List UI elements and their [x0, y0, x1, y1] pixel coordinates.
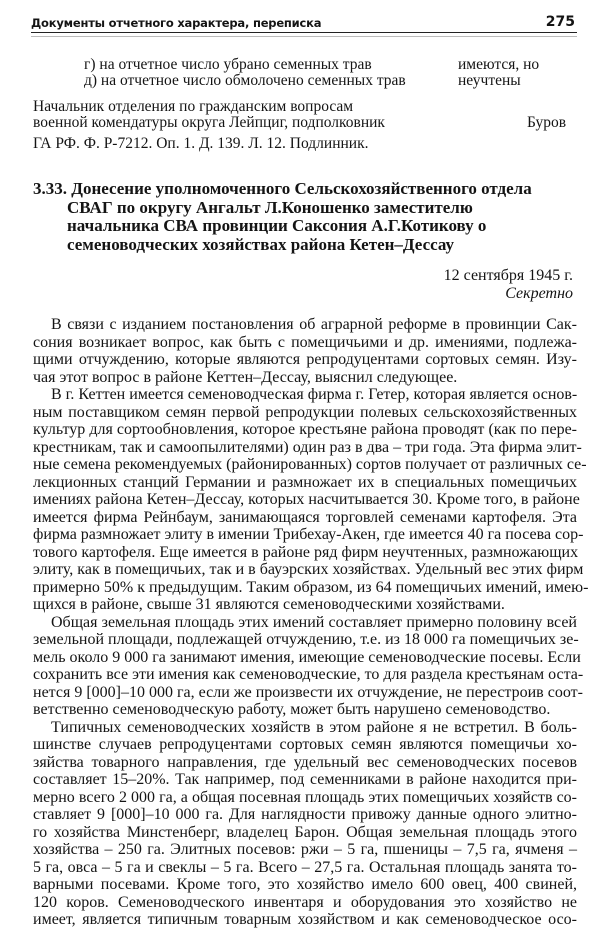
text-line: В г. Кеттен имеется семеноводческая фирма г. Гетер, которая является основ-	[51, 386, 578, 403]
text-line: имеет, является типичным товарным хозяйством и как семеноводческое осо-	[33, 911, 577, 928]
text-line: го хозяйства Минстенберг, владелец Барон. Общая земельная площадь этого	[33, 823, 577, 841]
text-line: фирма размножает элиту в имении Трибехау-Акен, где имеется 40 га посева сор-	[33, 526, 584, 543]
heading-line: 3.33. Донесение уполномоченного Сельскохозяйственного отдела	[33, 179, 532, 198]
signer-title: военной комендатуры округа Лейпциг, подполковник	[33, 114, 385, 131]
text-line: составляет 15–20%. Так например, под семенниками в районе находится при-	[33, 771, 577, 788]
text-line: крестникам, так и самоопылителями) один раз в два – три года. Эта фирма элит-	[33, 438, 582, 456]
paragraph	[33, 613, 584, 719]
text-line: сония возникает вопрос, как быть с помещичьими и др. имениями, подлежа-	[33, 333, 577, 351]
header-divider	[31, 36, 577, 37]
text-line: зяйства товарного направления, где удельный вес семеноводческих посевов	[33, 753, 577, 771]
note-line: неучтены	[458, 72, 521, 89]
paragraph	[33, 316, 577, 386]
page-number: 275	[545, 14, 575, 30]
document-date: 12 сентября 1945 г.	[443, 267, 573, 284]
document-heading	[33, 180, 553, 254]
signer-name: Буров	[527, 114, 567, 131]
heading-line: семеноводческих хозяйствах района Кетен–Дессау	[67, 234, 454, 254]
list-item-g: г) на отчетное число убрано семенных трав	[84, 56, 372, 73]
text-line: тового картофеля. Еще имеется в районе ряд фирм неучтенных, размножающих	[33, 543, 579, 561]
text-line: Общая земельная площадь этих имений составляет примерно половину всей	[51, 613, 577, 631]
paragraph	[33, 719, 577, 929]
text-line: Типичных семеноводческих хозяйств в этом районе я не встретил. В боль-	[51, 718, 577, 736]
text-line: 120 коров. Семеноводческого инвентаря и оборудования это хозяйство не	[33, 893, 577, 911]
text-line: примерно 50% к предыдущим. Таким образом, из 64 помещичьих имений, имею-	[33, 578, 589, 596]
heading-line: начальника СВА провинции Саксония А.Г.Котикову о	[67, 216, 487, 235]
text-line: варными посевами. Кроме того, это хозяйство имело 600 овец, 400 свиней,	[33, 876, 577, 893]
text-line: земельной площади, подлежащей отчуждению, т.е. из 18 000 га помещичьих зе-	[33, 631, 579, 648]
text-line: лекционных станций Германии и размножает их в специальных помещичьих	[33, 473, 577, 491]
text-line: мель около 9 000 га занимают имения, имеющие семеноводческие посевы. Если	[33, 648, 581, 666]
text-line: щими отчуждению, которые являются репродуцентами сортовых семян. Изу-	[33, 351, 577, 368]
text-line: чая этот вопрос в районе Кеттен–Дессау, выяснил следующее.	[33, 368, 458, 386]
paragraph	[33, 386, 589, 614]
text-line: щихся в районе, свыше 31 являются семеноводческими хозяйствами.	[33, 596, 505, 613]
list-item-d: д) на отчетное число обмолочено семенных трав	[84, 72, 406, 89]
archive-reference: ГА РФ. Ф. Р-7212. Оп. 1. Д. 139. Л. 12. Подлинник.	[33, 135, 369, 152]
text-line: ные семена рекомендуемых (районированных) сортов получает от различных се-	[33, 456, 587, 473]
signer-title: Начальник отделения по гражданским вопросам	[33, 98, 354, 115]
text-line: сохранить все эти имения как семеноводческие, то для раздела крестьянам оста-	[33, 666, 584, 683]
text-line: В связи с изданием постановления об аграрной реформе в провинции Сак-	[51, 316, 577, 333]
running-head	[31, 14, 577, 33]
running-title: Документы отчетного характера, переписка	[31, 16, 322, 30]
text-line: элиту, как в помещичьих, так и в бауэрских хозяйствах. Удельный вес этих фирм	[33, 561, 584, 578]
text-line: мерно всего 2 000 га, а общая посевная площадь этих помещичьих хозяйств со-	[33, 788, 577, 806]
text-line: ставляет 9 [000]–10 000 га. Для наглядности привожу данные одного элитно-	[33, 806, 577, 823]
heading-line: СВАГ по округу Ангальт Л.Коношенко заместителю	[67, 197, 473, 217]
text-line: имеется фирма Рейнбаум, занимающаяся торговлей семенами картофеля. Эта	[33, 508, 577, 526]
text-line: имениях района Кетен–Дессау, которых насчитывается 30. Кроме того, в районе	[33, 491, 580, 508]
text-line: 5 га, овса – 5 га и свеклы – 5 га. Всего – 27,5 га. Остальная площадь занята то-	[33, 858, 577, 876]
text-line: шинстве случаев репродуцентами сортовых семян являются помещичьи хо-	[33, 736, 577, 753]
text-line: нется 9 [000]–10 000 га, если же произвести их отчуждение, не перестроив соот-	[33, 683, 583, 701]
document-body	[33, 316, 589, 929]
text-line: хозяйства – 250 га. Элитных посевов: ржи – 5 га, пшеницы – 7,5 га, ячменя –	[33, 841, 577, 858]
text-line: ным поставщиком семян первой репродукции полевых сельскохозяйственных	[33, 403, 577, 421]
note-line: имеются, но	[458, 56, 540, 73]
classification-label: Секретно	[505, 285, 573, 302]
text-line: культур для сортообновления, которое крестьяне района проводят (как по пере-	[33, 421, 577, 438]
text-line: ветственно семеноводческую работу, может быть нарушено семеноводство.	[33, 701, 551, 718]
